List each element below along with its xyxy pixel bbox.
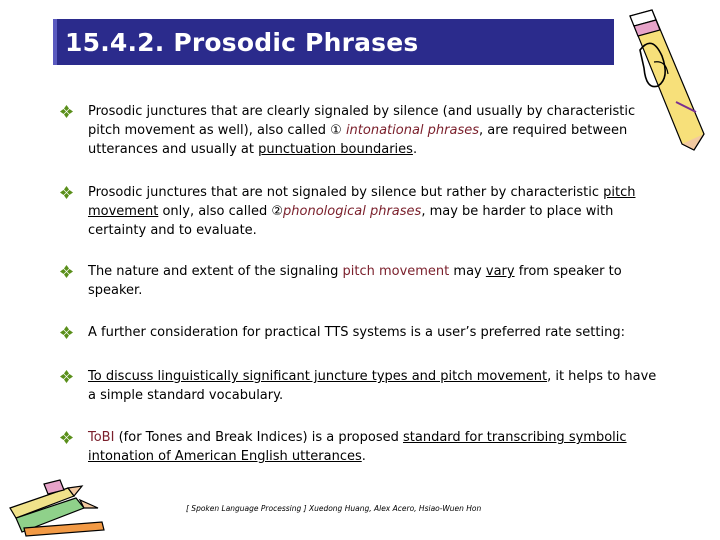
text-segment: pitch movement: [342, 264, 450, 279]
text-segment: only, also called: [158, 204, 272, 219]
text-segment: standard for transcribing symbolic intonation of American English utterances: [88, 430, 627, 464]
pencil-icon: [618, 4, 714, 154]
text-segment: , are required between utterances and usually at: [88, 123, 628, 157]
text-segment: pitch movement: [88, 185, 636, 219]
text-segment: ①: [330, 123, 346, 138]
diamond-bullet-icon: [60, 105, 73, 118]
bullet-text: [88, 367, 660, 405]
text-segment: The nature and extent of the signaling: [88, 264, 343, 279]
text-segment: .: [361, 449, 366, 464]
text-segment: ToBI: [88, 430, 115, 445]
text-segment: .: [412, 142, 418, 157]
page-title: 15.4.2. Prosodic Phrases: [65, 28, 419, 57]
diamond-bullet-icon: [60, 370, 73, 383]
text-segment: Prosodic junctures that are clearly signaled by silence (and usually by characteristic pitch movement as well), also called: [88, 104, 636, 138]
text-segment: punctuation boundaries: [258, 142, 413, 157]
text-segment: , may be harder to place with certainty and to evaluate.: [88, 204, 614, 238]
text-segment: Prosodic junctures that are not signaled by silence but rather by characteristic: [88, 185, 604, 200]
text-segment: from speaker to speaker.: [88, 264, 622, 298]
text-segment: A further consideration for practical TTS systems is a user’s preferred rate setting:: [88, 325, 625, 340]
diamond-bullet-icon: [60, 265, 73, 278]
text-segment: may: [449, 264, 486, 279]
text-segment: To discuss linguistically significant juncture types and pitch movement: [88, 369, 548, 384]
footer-citation: [ Spoken Language Processing ] Xuedong Huang, Alex Acero, Hsiao-Wuen Hon: [186, 504, 482, 513]
bullet-text: [88, 102, 660, 159]
pencils-icon: [4, 478, 114, 538]
text-segment: phonological phrases: [283, 204, 422, 219]
diamond-bullet-icon: [60, 431, 73, 444]
diamond-bullet-icon: [60, 326, 73, 339]
text-segment: (for Tones and Break Indices) is a proposed: [114, 430, 403, 445]
text-segment: ②: [271, 204, 284, 219]
bullet-text: [88, 323, 660, 342]
text-segment: vary: [485, 264, 515, 279]
bullet-text: [88, 183, 660, 240]
bullet-text: [88, 262, 660, 300]
title-bar: [53, 19, 614, 65]
diamond-bullet-icon: [60, 186, 73, 199]
text-segment: intonational phrases: [345, 123, 480, 138]
bullet-text: [88, 428, 660, 466]
text-segment: , it helps to have a simple standard vocabulary.: [88, 369, 657, 403]
